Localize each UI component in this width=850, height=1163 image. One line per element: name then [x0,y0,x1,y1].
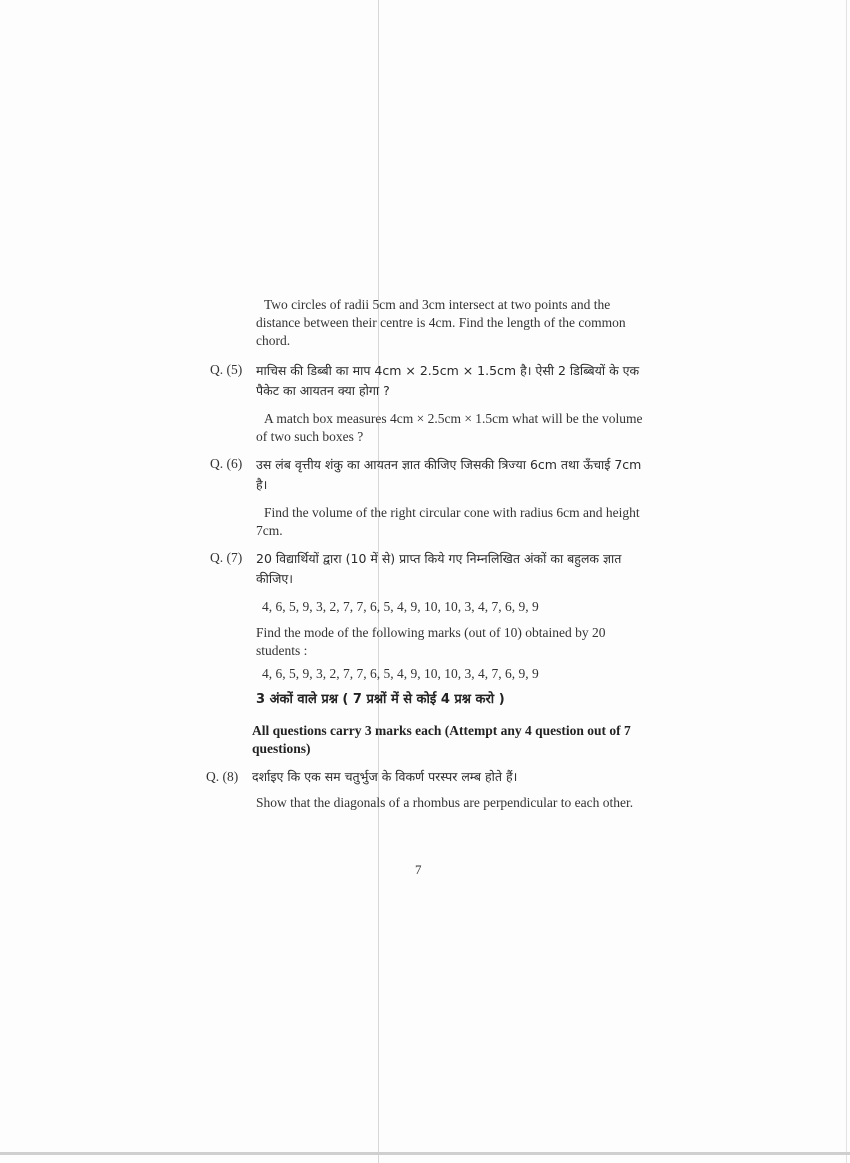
q8-hindi-text: दर्शाइए कि एक सम चतुर्भुज के विकर्ण परस्पर लम्ब होते हैं। [252,769,518,784]
q4-english-text: Two circles of radii 5cm and 3cm intersect at two points and the distance between their centre is 4cm. Find the length of the common chord. [256,297,626,348]
q6-number: Q. (6) [210,456,243,471]
q6-english-text: Find the volume of the right circular cone with radius 6cm and height 7cm. [256,505,640,538]
q7-english-text: Find the mode of the following marks (out of 10) obtained by 20 students : [256,625,606,658]
page-edge-right [846,0,847,1163]
q7-data-english: 4, 6, 5, 9, 3, 2, 7, 7, 6, 5, 4, 9, 10, 10, 3, 4, 7, 6, 9, 9 [262,666,539,681]
q7-data-hindi: 4, 6, 5, 9, 3, 2, 7, 7, 6, 5, 4, 9, 10, 10, 3, 4, 7, 6, 9, 9 [262,599,539,614]
q7-number: Q. (7) [210,550,243,565]
q6-hindi-text: उस लंब वृत्तीय शंकु का आयतन ज्ञात कीजिए जिसकी त्रिज्या 6cm तथा ऊँचाई 7cm है। [256,457,642,492]
page-edge-bottom [0,1152,850,1155]
q5-number: Q. (5) [210,362,243,377]
section-header-english: All questions carry 3 marks each (Attempt any 4 question out of 7 questions) [252,723,631,756]
section-header-hindi: 3 अंकों वाले प्रश्न ( 7 प्रश्नों में से कोई 4 प्रश्न करो ) [256,692,505,707]
q5-hindi-text: माचिस की डिब्बी का माप 4cm × 2.5cm × 1.5cm है। ऐसी 2 डिब्बियों के एक पैकेट का आयतन क्या होगा ? [256,363,640,398]
page-number: 7 [415,862,422,877]
q7-hindi-text: 20 विद्यार्थियों द्वारा (10 में से) प्राप्त किये गए निम्नलिखित अंकों का बहुलक ज्ञात कीजिए। [256,551,622,586]
q5-english-text: A match box measures 4cm × 2.5cm × 1.5cm what will be the volume of two such boxes ? [256,411,643,444]
q8-english-text: Show that the diagonals of a rhombus are perpendicular to each other. [256,795,634,810]
q8-number: Q. (8) [206,769,239,784]
